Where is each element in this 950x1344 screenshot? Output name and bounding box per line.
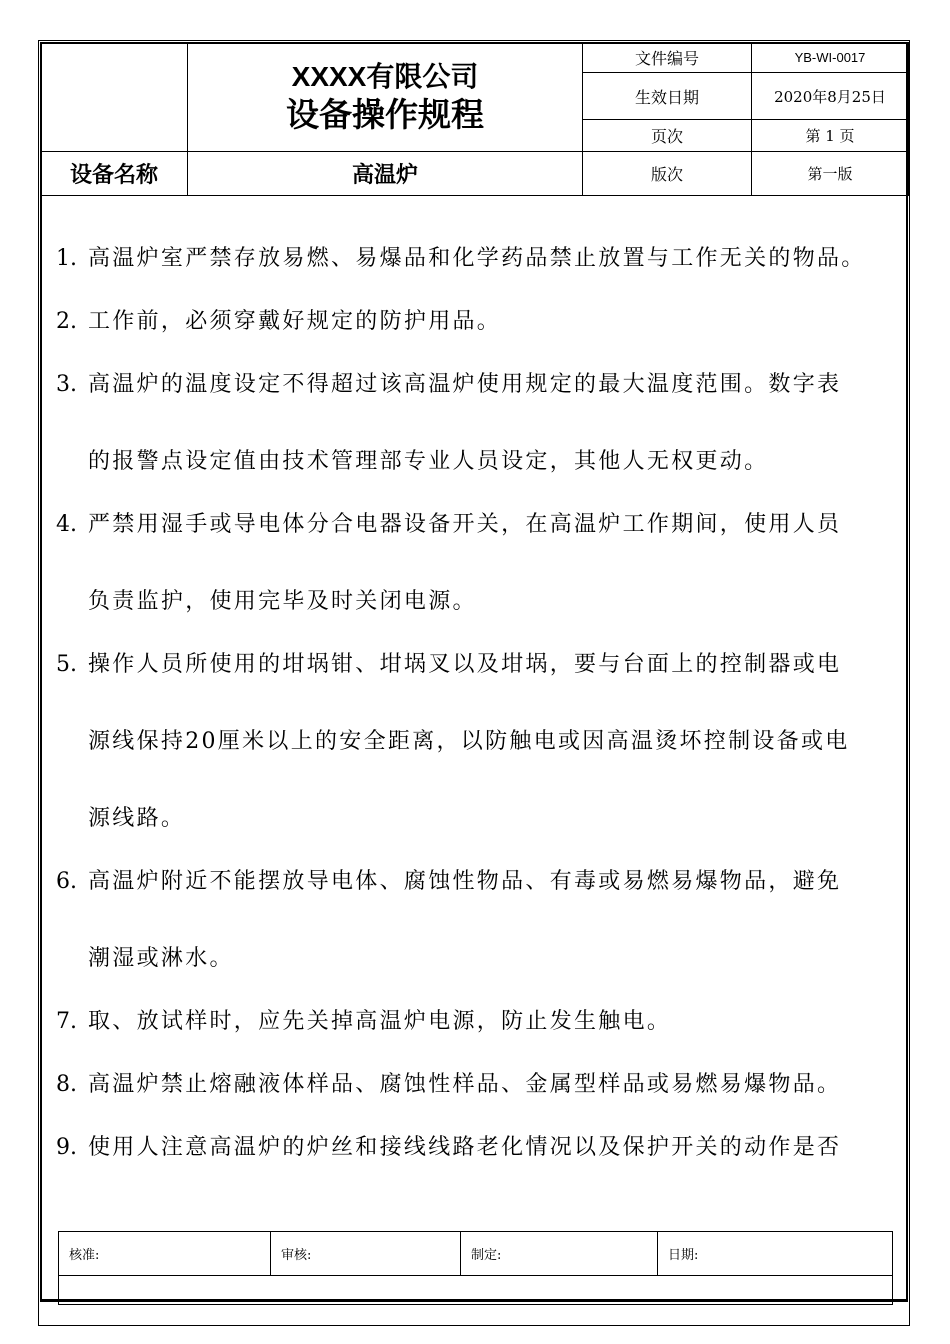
- item-text-line: 源线路。: [88, 806, 186, 831]
- item-number: 4.: [56, 512, 77, 537]
- title-cell: [188, 43, 583, 152]
- date-label: 日期:: [658, 1232, 893, 1276]
- item-text-line: 的报警点设定值由技术管理部专业人员设定，其他人无权更动。: [88, 449, 769, 474]
- item-text: [88, 991, 896, 1054]
- list-item: [56, 354, 896, 494]
- procedure-list: [56, 228, 896, 1180]
- item-number: 7.: [56, 1009, 77, 1034]
- item-text: [88, 1117, 896, 1180]
- item-number: 9.: [56, 1135, 77, 1160]
- item-text-line: 高温炉室严禁存放易燃、易爆品和化学药品禁止放置与工作无关的物品。: [88, 246, 866, 271]
- item-text-line: 高温炉附近不能摆放导电体、腐蚀性物品、有毒或易燃易爆物品，避免: [88, 869, 842, 894]
- list-item: [56, 851, 896, 991]
- item-text-line: 取、放试样时，应先关掉高温炉电源，防止发生触电。: [88, 1009, 672, 1034]
- prepare-label: 制定:: [461, 1232, 658, 1276]
- item-number: 5.: [56, 652, 77, 677]
- item-text: [88, 1054, 896, 1117]
- logo-cell: [41, 43, 188, 152]
- item-number: 1.: [56, 246, 77, 271]
- item-text-line: 高温炉的温度设定不得超过该高温炉使用规定的最大温度范围。数字表: [88, 372, 842, 397]
- item-number: 8.: [56, 1072, 77, 1097]
- header-table: [40, 42, 909, 196]
- item-text-line: 负责监护，使用完毕及时关闭电源。: [88, 589, 477, 614]
- page-label: 页次: [583, 120, 752, 152]
- review-label: 审核:: [271, 1232, 461, 1276]
- effective-date-value: 2020年8月25日: [752, 73, 909, 120]
- item-text: [88, 354, 896, 494]
- item-text-line: 潮湿或淋水。: [88, 946, 234, 971]
- list-item: [56, 1117, 896, 1180]
- item-text-line: 高温炉禁止熔融液体样品、腐蚀性样品、金属型样品或易燃易爆物品。: [88, 1072, 842, 1097]
- item-number: 3.: [56, 372, 77, 397]
- signature-table: [58, 1231, 893, 1305]
- signature-blank-row: [59, 1276, 893, 1305]
- equipment-name-label: 设备名称: [41, 152, 188, 196]
- document-title: 设备操作规程: [286, 96, 484, 133]
- list-item: [56, 1054, 896, 1117]
- page-value: 第 1 页: [752, 120, 909, 152]
- effective-date-label: 生效日期: [583, 73, 752, 120]
- list-item: [56, 291, 896, 354]
- list-item: [56, 634, 896, 851]
- file-number-label: 文件编号: [583, 43, 752, 73]
- list-item: [56, 991, 896, 1054]
- item-text-line: 使用人注意高温炉的炉丝和接线线路老化情况以及保护开关的动作是否: [88, 1135, 842, 1160]
- item-text: [88, 291, 896, 354]
- version-value: 第一版: [752, 152, 909, 196]
- item-text-line: 源线保持20厘米以上的安全距离，以防触电或因高温烫坏控制设备或电: [88, 729, 850, 754]
- item-text: [88, 228, 896, 291]
- equipment-name-value: 高温炉: [188, 152, 583, 196]
- file-number-value: YB-WI-0017: [752, 43, 909, 73]
- item-text: [88, 494, 896, 634]
- item-text: [88, 634, 896, 851]
- item-text: [88, 851, 896, 991]
- list-item: [56, 494, 896, 634]
- version-label: 版次: [583, 152, 752, 196]
- company-name: XXXX有限公司: [291, 61, 479, 92]
- item-text-line: 严禁用湿手或导电体分合电器设备开关，在高温炉工作期间，使用人员: [88, 512, 842, 537]
- item-number: 6.: [56, 869, 77, 894]
- list-item: [56, 228, 896, 291]
- item-number: 2.: [56, 309, 77, 334]
- item-text-line: 工作前，必须穿戴好规定的防护用品。: [88, 309, 502, 334]
- item-text-line: 操作人员所使用的坩埚钳、坩埚叉以及坩埚，要与台面上的控制器或电: [88, 652, 842, 677]
- approve-label: 核准:: [59, 1232, 271, 1276]
